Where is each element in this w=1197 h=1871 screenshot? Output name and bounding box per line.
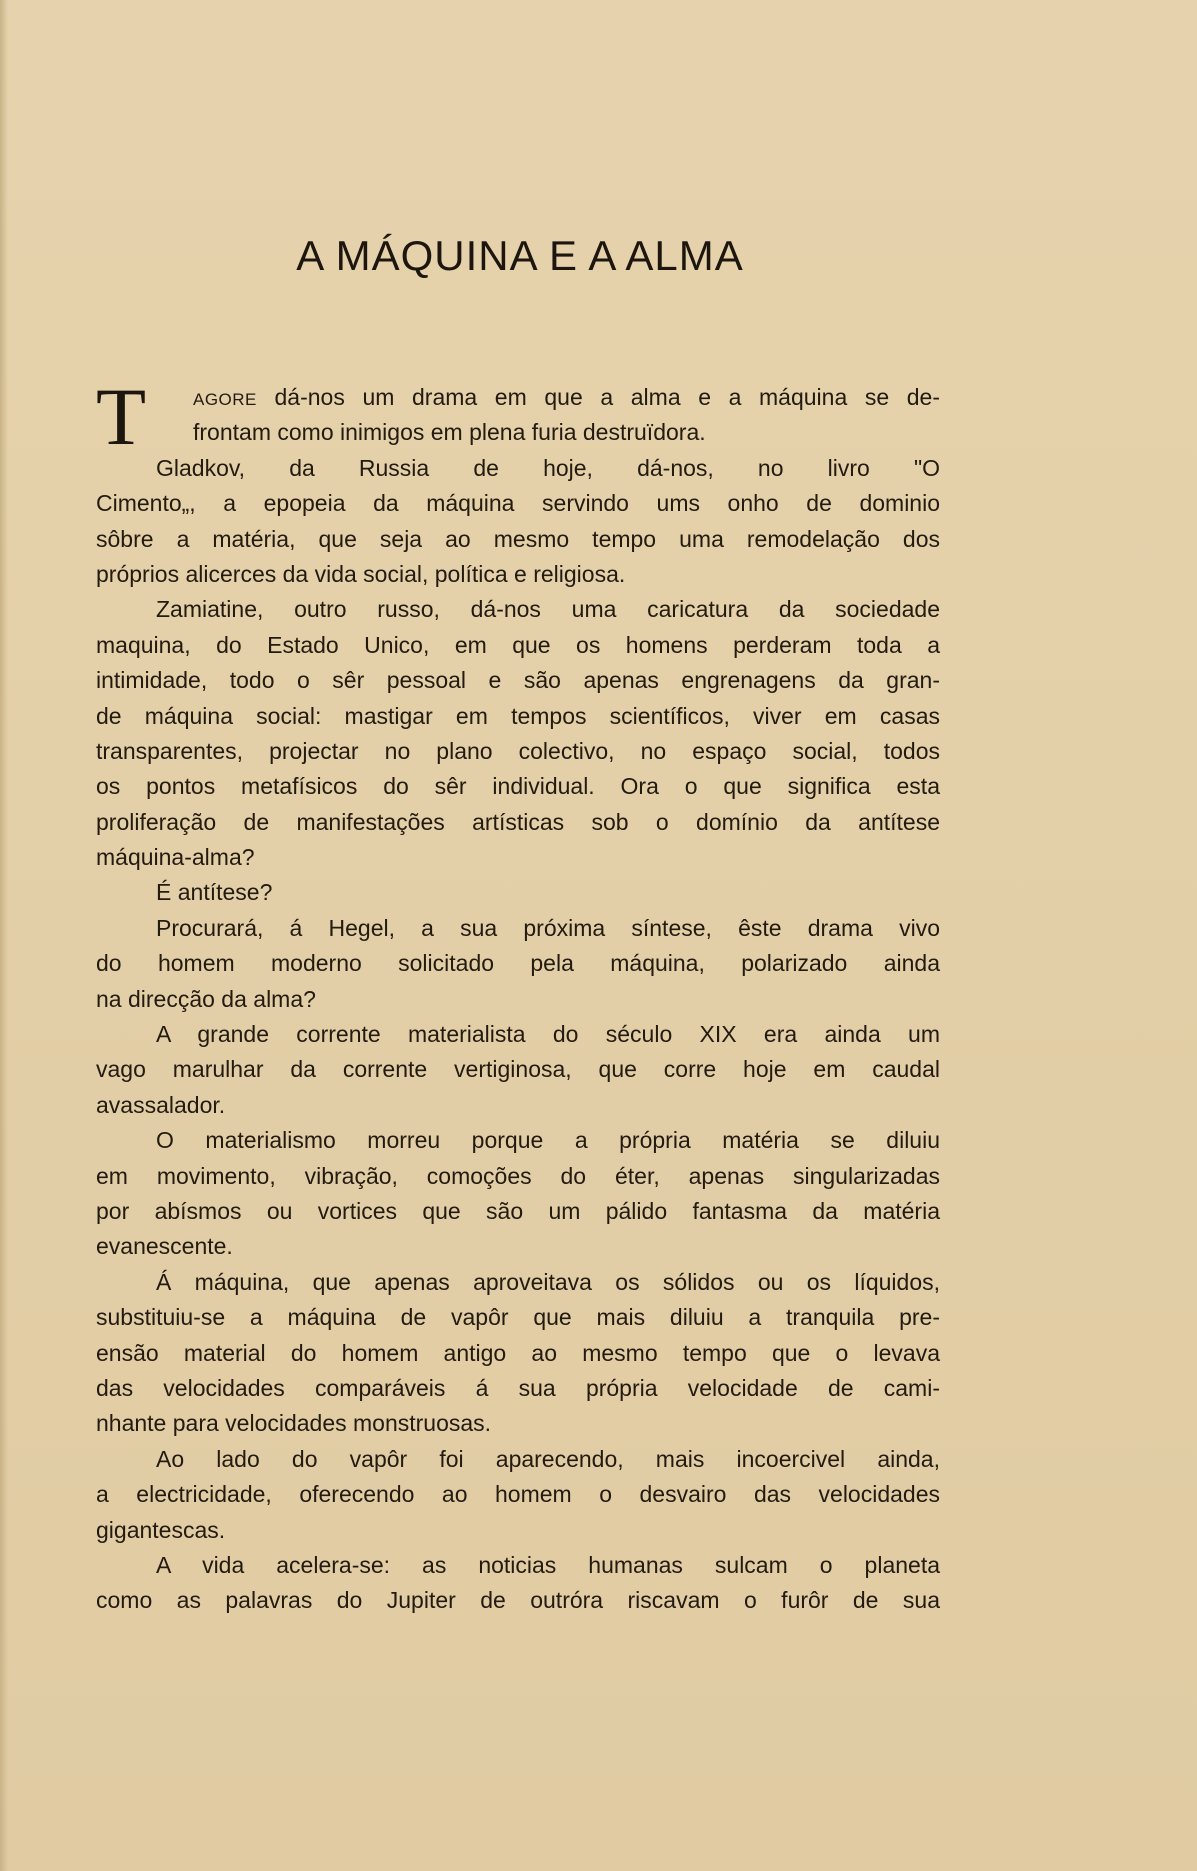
text-line xyxy=(96,1336,940,1371)
text-line xyxy=(96,1229,940,1264)
line-text: Ao lado do vapôr foi aparecendo, mais incoercivel ainda, xyxy=(156,1445,940,1472)
text-line xyxy=(96,1194,940,1229)
line-text: Gladkov, da Russia de hoje, dá-nos, no livro "O xyxy=(156,454,940,481)
line-text: maquina, do Estado Unico, em que os homens perderam toda a xyxy=(96,631,940,658)
drop-cap: T xyxy=(96,371,147,462)
text-line xyxy=(96,840,940,875)
line-text: por abísmos ou vortices que são um pálido fantasma da matéria xyxy=(96,1197,940,1224)
line-text: Á máquina, que apenas aproveitava os sólidos ou os líquidos, xyxy=(156,1268,940,1295)
text-line xyxy=(96,380,940,415)
line-text: frontam como inimigos em plena furia destruïdora. xyxy=(193,419,706,446)
line-text: É antítese? xyxy=(156,879,273,906)
line-text: na direcção da alma? xyxy=(96,985,316,1012)
text-line xyxy=(96,875,940,910)
text-line xyxy=(96,663,940,698)
text-line xyxy=(96,911,940,946)
line-text: evanescente. xyxy=(96,1233,233,1260)
line-text: nhante para velocidades monstruosas. xyxy=(96,1410,492,1437)
line-text: transparentes, projectar no plano colectivo, no espaço social, todos xyxy=(96,737,940,764)
line-text: O materialismo morreu porque a própria matéria se diluiu xyxy=(156,1127,940,1154)
line-text: a electricidade, oferecendo ao homem o desvairo das velocidades xyxy=(96,1481,940,1508)
text-line xyxy=(96,522,940,557)
text-line xyxy=(96,451,940,486)
text-line xyxy=(96,1159,940,1194)
line-text: das velocidades comparáveis á sua própria velocidade de cami- xyxy=(96,1374,940,1401)
text-line xyxy=(96,1477,940,1512)
text-line xyxy=(96,1300,940,1335)
text-line xyxy=(96,946,940,981)
body-text xyxy=(96,371,940,1619)
line-text: Zamiatine, outro russo, dá-nos uma caricatura da sociedade xyxy=(156,596,940,623)
line-text: A vida acelera-se: as noticias humanas sulcam o planeta xyxy=(156,1551,940,1578)
line-text: do homem moderno solicitado pela máquina, polarizado ainda xyxy=(96,950,940,977)
line-text: máquina-alma? xyxy=(96,844,255,871)
text-line xyxy=(96,805,940,840)
text-line xyxy=(96,1513,940,1548)
line-text: A grande corrente materialista do século XIX era ainda um xyxy=(156,1021,940,1048)
line-text: de máquina social: mastigar em tempos scientíficos, viver em casas xyxy=(96,702,940,729)
line-text: intimidade, todo o sêr pessoal e são apenas engrenagens da gran- xyxy=(96,667,940,694)
text-line xyxy=(96,769,940,804)
line-text: dá-nos um drama em que a alma e a máquina se de- xyxy=(256,384,940,410)
line-text: próprios alicerces da vida social, política e religiosa. xyxy=(96,560,626,587)
text-line xyxy=(96,699,940,734)
line-text: avassalador. xyxy=(96,1091,226,1118)
line-text: sôbre a matéria, que seja ao mesmo tempo uma remodelação dos xyxy=(96,525,940,552)
text-line xyxy=(96,1088,940,1123)
text-line xyxy=(96,1123,940,1158)
line-text: ensão material do homem antigo ao mesmo tempo que o levava xyxy=(96,1339,940,1366)
text-line xyxy=(96,1583,940,1618)
text-line xyxy=(96,982,940,1017)
text-line xyxy=(96,628,940,663)
line-text: em movimento, vibração, comoções do éter, apenas singularizadas xyxy=(96,1162,940,1189)
text-line xyxy=(96,486,940,521)
text-line xyxy=(96,1548,940,1583)
line-text: Cimento„, a epopeia da máquina servindo ums onho de dominio xyxy=(96,490,940,517)
text-line xyxy=(96,1052,940,1087)
line-text: substituiu-se a máquina de vapôr que mais diluiu a tranquila pre- xyxy=(96,1304,940,1331)
line-text: os pontos metafísicos do sêr individual. Ora o que significa esta xyxy=(96,773,940,800)
text-line xyxy=(96,1442,940,1477)
text-line xyxy=(96,1406,940,1441)
lead-smallcaps: AGORE xyxy=(193,390,257,409)
text-line xyxy=(96,1017,940,1052)
text-line xyxy=(96,1371,940,1406)
line-text: vago marulhar da corrente vertiginosa, que corre hoje em caudal xyxy=(96,1056,940,1083)
chapter-title: A MÁQUINA E A ALMA xyxy=(296,232,744,279)
text-line xyxy=(96,734,940,769)
page-edge-shadow xyxy=(0,0,8,1871)
line-text: Procurará, á Hegel, a sua próxima síntese, êste drama vivo xyxy=(156,914,940,941)
text-line xyxy=(96,1265,940,1300)
line-text: gigantescas. xyxy=(96,1516,226,1543)
text-line xyxy=(96,557,940,592)
line-text: como as palavras do Jupiter de outróra riscavam o furôr de sua xyxy=(96,1587,940,1614)
text-line xyxy=(96,415,940,450)
line-text: proliferação de manifestações artísticas sob o domínio da antítese xyxy=(96,808,940,835)
text-line xyxy=(96,592,940,627)
